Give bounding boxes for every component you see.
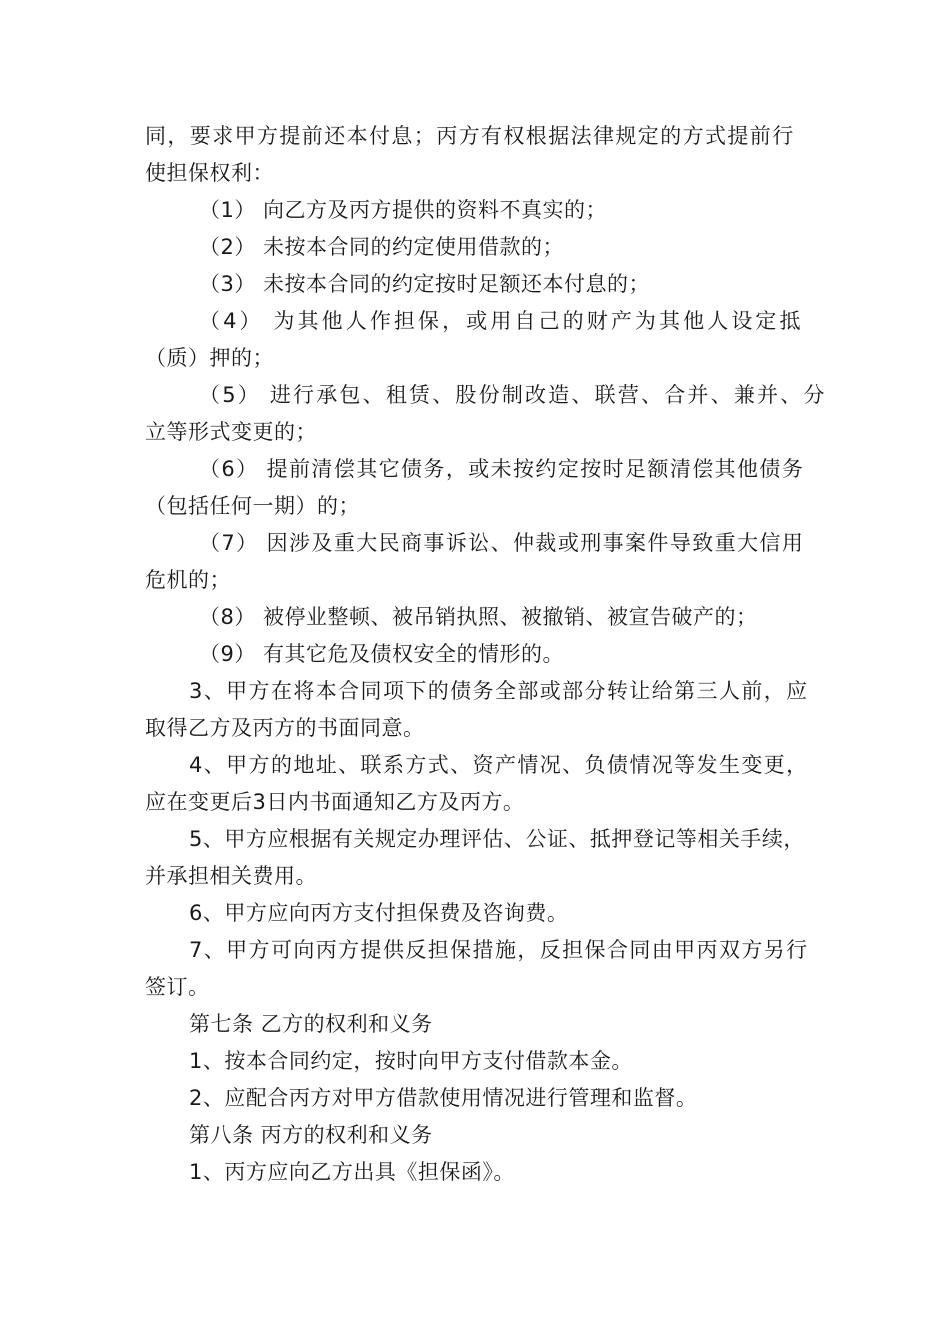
text-line: （质）押的； <box>145 346 274 370</box>
text-line: （包括任何一期）的； <box>145 494 360 518</box>
list-item: （3） 未按本合同的约定按时足额还本付息的； <box>199 272 651 296</box>
list-item: （4） 为其他人作担保，或用自己的财产为其他人设定抵 <box>199 309 804 333</box>
list-item: （2） 未按本合同的约定使用借款的； <box>199 235 565 259</box>
text-line: 使担保权利： <box>145 161 274 185</box>
section-heading: 第八条 丙方的权利和义务 <box>189 1123 433 1147</box>
list-item: （7） 因涉及重大民商事诉讼、仲裁或刑事案件导致重大信用 <box>199 531 805 555</box>
list-item: （9） 有其它危及债权安全的情形的。 <box>199 642 565 666</box>
paragraph-line: 1、丙方应向乙方出具《担保函》。 <box>189 1160 515 1184</box>
paragraph-line: 3、甲方在将本合同项下的债务全部或部分转让给第三人前，应 <box>189 679 809 703</box>
list-item: （8） 被停业整顿、被吊销执照、被撤销、被宣告破产的； <box>199 605 758 629</box>
paragraph-line: 7、甲方可向丙方提供反担保措施，反担保合同由甲丙双方另行 <box>189 938 809 962</box>
text-line: 同，要求甲方提前还本付息；丙方有权根据法律规定的方式提前行 <box>145 124 795 148</box>
text-line: 取得乙方及丙方的书面同意。 <box>145 716 425 740</box>
list-item: （1） 向乙方及丙方提供的资料不真实的； <box>199 198 608 222</box>
paragraph-line: 6、甲方应向丙方支付担保费及咨询费。 <box>189 901 569 925</box>
list-item: （5） 进行承包、租赁、股份制改造、联营、合并、兼并、分 <box>199 383 827 407</box>
document-page <box>145 118 827 1191</box>
paragraph-line: 5、甲方应根据有关规定办理评估、公证、抵押登记等相关手续， <box>189 827 805 851</box>
text-line: 危机的； <box>145 568 231 592</box>
paragraph-line: 1、按本合同约定，按时向甲方支付借款本金。 <box>189 1049 633 1073</box>
paragraph-line: 4、甲方的地址、联系方式、资产情况、负债情况等发生变更， <box>189 753 809 777</box>
section-heading: 第七条 乙方的权利和义务 <box>189 1012 433 1036</box>
text-line: 并承担相关费用。 <box>145 864 317 888</box>
text-line: 签订。 <box>145 975 210 999</box>
list-item: （6） 提前清偿其它债务，或未按约定按时足额清偿其他债务 <box>199 457 805 481</box>
text-line: 立等形式变更的； <box>145 420 317 444</box>
paragraph-line: 2、应配合丙方对甲方借款使用情况进行管理和监督。 <box>189 1086 698 1110</box>
text-line: 应在变更后3日内书面通知乙方及丙方。 <box>145 790 525 814</box>
